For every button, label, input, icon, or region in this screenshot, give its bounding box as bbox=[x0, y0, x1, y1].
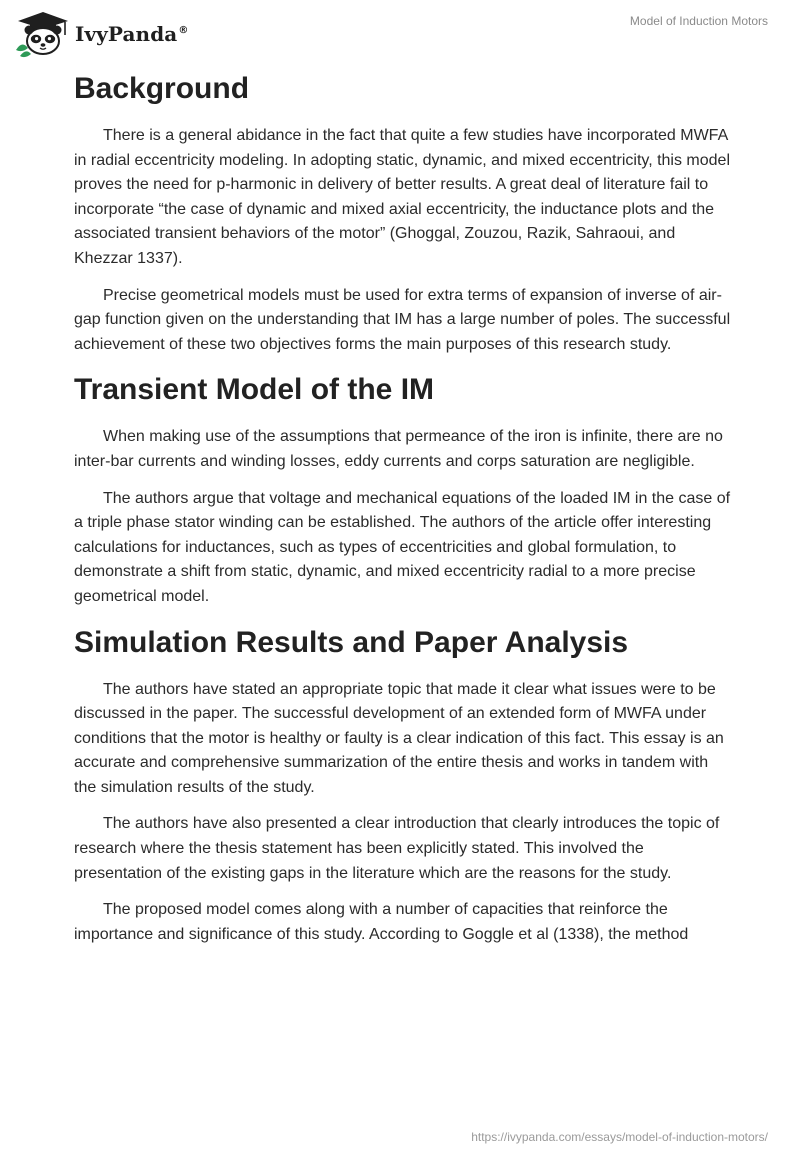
paragraph: There is a general abidance in the fact that quite a few studies have incorporated MWFA in radial eccentricity modeling. In adopting static, dynamic, and mixed eccentricity, this model proves the need for p-harmonic in delivery of better results. A great deal of literature fail to incorporate “the case of dynamic and mixed axial eccentricity, the inductance plots and the associated transient behaviors of the motor” (Ghoggal, Zouzou, Razik, Sahraoui, and Khezzar 1337). bbox=[74, 127, 731, 267]
paragraph: The proposed model comes along with a number of capacities that reinforce the importance and significance of this study. According to Goggle et al (1338), the method bbox=[74, 901, 689, 943]
brand-logo[interactable] bbox=[14, 8, 188, 58]
paragraph: The authors have also presented a clear introduction that clearly introduces the topic of research where the thesis statement has been explicitly stated. This involved the presentation of the existing gaps in the literature which are the reasons for the study. bbox=[74, 815, 720, 882]
brand-name: IvyPanda® bbox=[75, 22, 189, 46]
paragraph: The authors have stated an appropriate topic that made it clear what issues were to be discussed in the paper. The successful development of an extended form of MWFA under conditions that the motor is healthy or faulty is a clear indication of this fact. This essay is an accurate and comprehensive summarization of the entire thesis and works in tandem with the simulation results of the study. bbox=[74, 680, 724, 796]
section-heading: Background bbox=[74, 72, 250, 105]
panda-graduate-icon bbox=[14, 8, 72, 58]
paragraph: When making use of the assumptions that permeance of the iron is infinite, there are no inter-bar currents and winding losses, eddy currents and corps saturation are negligible. bbox=[74, 428, 723, 470]
registered-mark: ® bbox=[178, 25, 189, 37]
document-title: Model of Induction Motors bbox=[629, 14, 768, 28]
page-header bbox=[0, 0, 800, 60]
paragraph: The authors argue that voltage and mechanical equations of the loaded IM in the case of a triple phase stator winding can be established. The authors of the article offer interesting calculations for inductances, such as types of eccentricities and global formulation, to demonstrate a shift from static, dynamic, and mixed eccentricity radial to a more precise geometrical model. bbox=[74, 489, 731, 605]
section-transient-model bbox=[74, 371, 734, 609]
article-body bbox=[74, 66, 734, 959]
source-url[interactable]: https://ivypanda.com/essays/model-of-induction-motors/ bbox=[471, 1130, 768, 1144]
section-background bbox=[74, 70, 734, 357]
section-simulation-results bbox=[74, 624, 734, 948]
paragraph: Precise geometrical models must be used for extra terms of expansion of inverse of air-gap function given on the understanding that IM has a large number of poles. The successful achievement of these two objectives forms the main purposes of this research study. bbox=[74, 286, 731, 353]
section-heading: Simulation Results and Paper Analysis bbox=[74, 625, 629, 659]
section-heading: Transient Model of the IM bbox=[74, 373, 435, 407]
